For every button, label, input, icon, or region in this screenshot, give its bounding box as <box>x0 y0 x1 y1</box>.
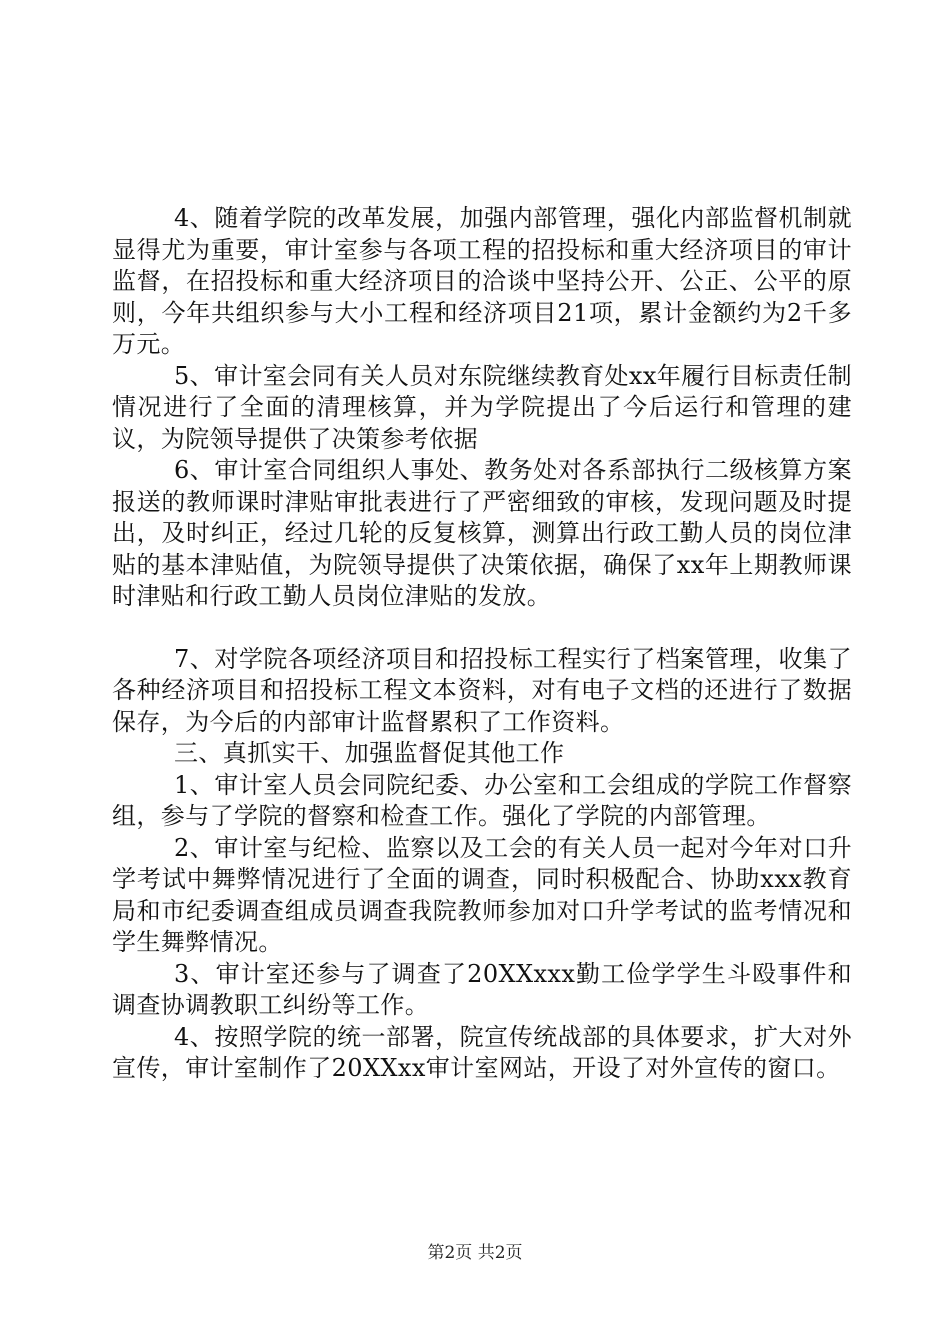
paragraph-section3-item-2: 2、审计室与纪检、监察以及工会的有关人员一起对今年对口升学考试中舞弊情况进行了全面的调查，同时积极配合、协助xxx教育局和市纪委调查组成员调查我院教师参加对口升学考试的监考情况和学生舞弊情况。 <box>112 833 852 956</box>
paragraph-section3-item-1: 1、审计室人员会同院纪委、办公室和工会组成的学院工作督察组，参与了学院的督察和检查工作。强化了学院的内部管理。 <box>112 770 852 830</box>
paragraph-section3-item-3: 3、审计室还参与了调查了20XXxxx勤工俭学学生斗殴事件和调查协调教职工纠纷等工作。 <box>112 959 852 1019</box>
paragraph-item-7: 7、对学院各项经济项目和招投标工程实行了档案管理，收集了各种经济项目和招投标工程文本资料，对有电子文档的还进行了数据保存，为今后的内部审计监督累积了工作资料。 <box>112 644 852 736</box>
page-footer: 第2页 共2页 <box>427 1243 523 1263</box>
section-heading-3: 三、真抓实干、加强监督促其他工作 <box>174 739 565 767</box>
document-body <box>112 203 852 1085</box>
paragraph-item-5: 5、审计室会同有关人员对东院继续教育处xx年履行目标责任制情况进行了全面的清理核算，并为学院提出了今后运行和管理的建议，为院领导提供了决策参考依据 <box>112 361 852 453</box>
paragraph-item-4: 4、随着学院的改革发展，加强内部管理，强化内部监督机制就显得尤为重要，审计室参与各项工程的招投标和重大经济项目的审计监督，在招投标和重大经济项目的洽谈中坚持公开、公正、公平的原则，今年共组织参与大小工程和经济项目21项，累计金额约为2千多万元。 <box>112 204 852 358</box>
paragraph-section3-item-4: 4、按照学院的统一部署，院宣传统战部的具体要求，扩大对外宣传，审计室制作了20XXxx审计室网站，开设了对外宣传的窗口。 <box>112 1022 852 1082</box>
paragraph-item-6: 6、审计室合同组织人事处、教务处对各系部执行二级核算方案报送的教师课时津贴审批表进行了严密细致的审核，发现问题及时提出，及时纠正，经过几轮的反复核算，测算出行政工勤人员的岗位津贴的基本津贴值，为院领导提供了决策依据，确保了xx年上期教师课时津贴和行政工勤人员岗位津贴的发放。 <box>112 456 852 610</box>
